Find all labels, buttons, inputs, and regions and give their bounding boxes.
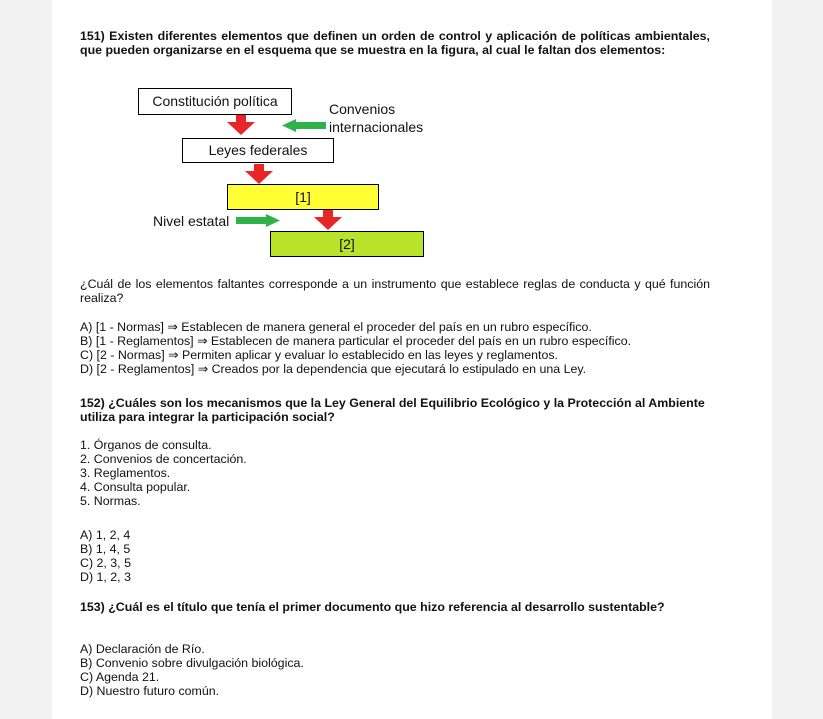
q153-option-b: B) Convenio sobre divulgación biológica. [80, 656, 304, 670]
convenios-label-line1: Convenios [329, 101, 396, 117]
green-left-arrow [282, 119, 326, 132]
q152-item-3: 3. Reglamentos. [80, 466, 171, 480]
convenios-label-line2: internacionales [329, 119, 424, 135]
q152-option-c: C) 2, 3, 5 [80, 556, 131, 570]
q151-option-c: C) [2 - Normas] ⇒ Permiten aplicar y evaluar lo establecido en las leyes y reglamentos. [80, 348, 558, 362]
green-right-arrow [236, 214, 280, 227]
missing-element-2-box: [2] [270, 231, 424, 257]
q151-option-d: D) [2 - Reglamentos] ⇒ Creados por la dependencia que ejecutará lo estipulado en una Ley. [80, 362, 587, 376]
question-152-title: 152) ¿Cuáles son los mecanismos que la Ley General del Equilibrio Ecológico y la Protección al Ambiente utiliza para integrar la participación social? [80, 396, 705, 424]
question-151-title: 151) Existen diferentes elementos que definen un orden de control y aplicación de políticas ambientales, que pueden organizarse en el esquema que se muestra en la figura, al cual le faltan dos elementos: [80, 29, 710, 57]
q153-option-c: C) Agenda 21. [80, 670, 160, 684]
q153-option-d: D) Nuestro futuro común. [80, 684, 220, 698]
q153-option-a: A) Declaración de Río. [80, 642, 205, 656]
q152-option-a: A) 1, 2, 4 [80, 528, 131, 542]
leyes-federales-box: Leyes federales [182, 138, 334, 163]
nivel-estatal-label: Nivel estatal [153, 213, 230, 229]
q152-item-1: 1. Órganos de consulta. [80, 438, 212, 452]
red-down-arrow-1 [227, 115, 255, 135]
constitucion-box: Constitución política [138, 88, 292, 115]
q152-item-2: 2. Convenios de concertación. [80, 452, 247, 466]
q152-item-5: 5. Normas. [80, 494, 141, 508]
q151-option-a: A) [1 - Normas] ⇒ Establecen de manera general el proceder del país en un rubro específico. [80, 320, 592, 334]
question-153-title: 153) ¿Cuál es el título que tenía el primer documento que hizo referencia al desarrollo sustentable? [80, 600, 665, 614]
q151-option-b: B) [1 - Reglamentos] ⇒ Establecen de manera particular el proceder del país en un rubro específico. [80, 334, 632, 348]
q152-option-b: B) 1, 4, 5 [80, 542, 131, 556]
red-down-arrow-3 [314, 210, 342, 230]
red-down-arrow-2 [245, 164, 273, 184]
q152-item-4: 4. Consulta popular. [80, 480, 191, 494]
missing-element-1-box: [1] [227, 184, 379, 210]
q152-option-d: D) 1, 2, 3 [80, 570, 131, 584]
question-151-prompt: ¿Cuál de los elementos faltantes corresponde a un instrumento que establece reglas de conducta y qué función realiza? [80, 277, 710, 305]
